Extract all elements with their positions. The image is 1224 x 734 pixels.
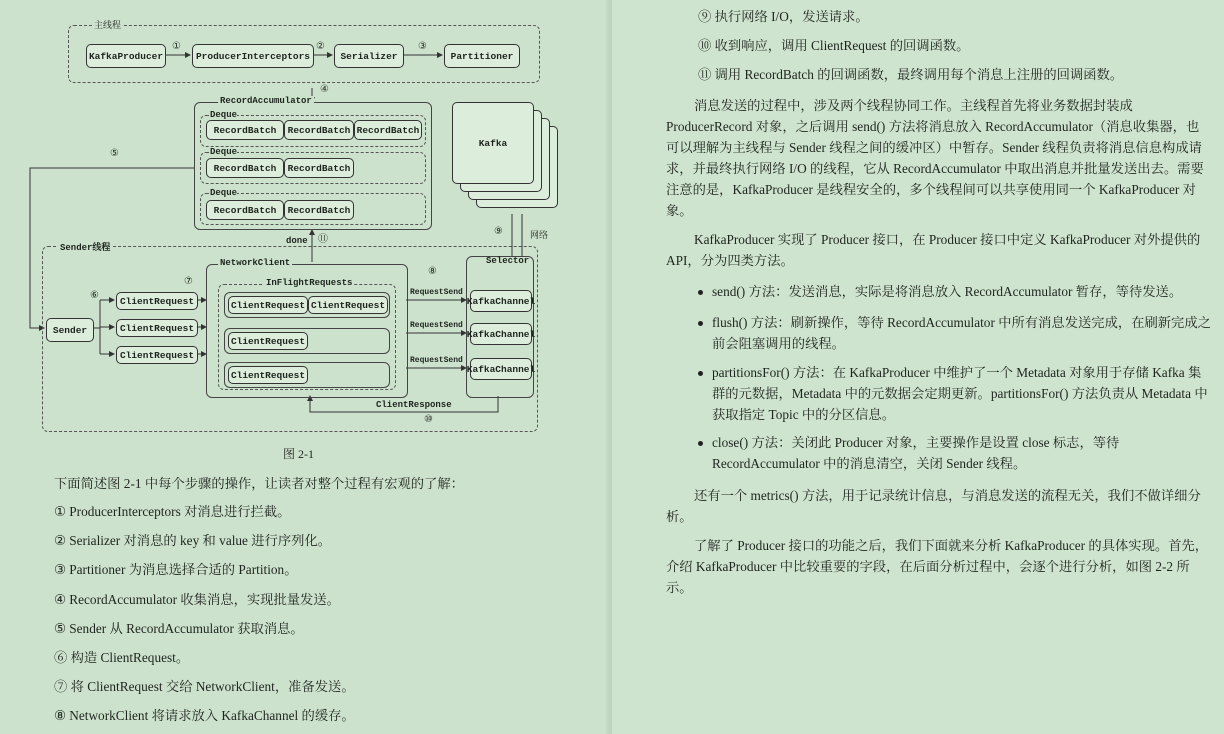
client-request: ClientRequest bbox=[116, 319, 198, 337]
step-desc: ⑪ 调用 RecordBatch 的回调函数，最终调用每个消息上注册的回调函数。 bbox=[698, 67, 1124, 82]
kafka-channel: KafkaChannel bbox=[470, 290, 532, 312]
record-batch: RecordBatch bbox=[284, 158, 354, 178]
step-desc: ⑦ 将 ClientRequest 交给 NetworkClient，准备发送。 bbox=[54, 679, 355, 694]
client-request: ClientRequest bbox=[228, 332, 308, 350]
step-desc: ⑩ 收到响应，调用 ClientRequest 的回调函数。 bbox=[698, 38, 970, 53]
step-desc: ⑥ 构造 ClientRequest。 bbox=[54, 650, 190, 665]
step-desc: ③ Partitioner 为消息选择合适的 Partition。 bbox=[54, 562, 298, 577]
step-11-marker: ⑪ bbox=[318, 234, 328, 245]
paragraph-1: 消息发送的过程中，涉及两个线程协同工作。主线程首先将业务数据封装成 ProducerRecord 对象，之后调用 send() 方法将消息放入 RecordAccumulator（消息收集器，也可以理解为主线程与 Sender 线程之间的缓冲区）中暂存。Sender 线程负责将消息信息构成请求，并最终执行网络 I/O 的线程，它从 RecordAccumulator 中取出消息并批量发送出去。需要注意的是，KafkaProducer 是线程安全的，多个线程间可以共享使用同一个 KafkaProducer 对象。 bbox=[666, 98, 1204, 218]
main-thread-label: 主线程 bbox=[94, 20, 122, 30]
client-request: ClientRequest bbox=[116, 346, 198, 364]
right-page bbox=[612, 0, 1224, 734]
step-1-marker: ① bbox=[172, 41, 181, 52]
partitioner-box: Partitioner bbox=[444, 44, 520, 68]
serializer-box: Serializer bbox=[334, 44, 404, 68]
client-response-label: ClientResponse bbox=[376, 400, 452, 410]
record-batch: RecordBatch bbox=[206, 158, 284, 178]
sender-box: Sender bbox=[46, 318, 94, 342]
bullet-dot bbox=[698, 441, 703, 446]
step-7-marker: ⑦ bbox=[184, 276, 193, 287]
request-send-label: RequestSend bbox=[410, 288, 463, 297]
kafka-channel: KafkaChannel bbox=[470, 358, 532, 380]
kafka-producer-box: KafkaProducer bbox=[86, 44, 166, 68]
deque-2-label: Deque bbox=[210, 147, 238, 157]
request-send-label: RequestSend bbox=[410, 356, 463, 365]
bullet-partitionsfor: partitionsFor() 方法：在 KafkaProducer 中维护了一个 Metadata 对象用于存储 Kafka 集群的元数据，Metadata 中的元数据会定期更新。partitionsFor() 方法负责从 Metadata 中获取指定 Topic 中的分区信息。 bbox=[712, 365, 1208, 422]
step-desc: ① ProducerInterceptors 对消息进行拦截。 bbox=[54, 504, 291, 519]
record-batch: RecordBatch bbox=[284, 120, 354, 140]
request-send-label: RequestSend bbox=[410, 321, 463, 330]
step-8-marker: ⑧ bbox=[428, 266, 437, 277]
sender-thread-label: Sender线程 bbox=[58, 240, 112, 253]
intro-text: 下面简述图 2-1 中每个步骤的操作，让读者对整个过程有宏观的了解： bbox=[54, 476, 464, 491]
step-5-marker: ⑤ bbox=[110, 148, 119, 159]
step-2-marker: ② bbox=[316, 41, 325, 52]
client-request: ClientRequest bbox=[228, 366, 308, 384]
network-client-label: NetworkClient bbox=[220, 258, 291, 268]
deque-1-label: Deque bbox=[210, 110, 238, 120]
step-desc: ⑤ Sender 从 RecordAccumulator 获取消息。 bbox=[54, 621, 304, 636]
kafka-cluster-box: Kafka bbox=[452, 102, 534, 184]
kafka-channel: KafkaChannel bbox=[470, 323, 532, 345]
step-desc: ⑨ 执行网络 I/O，发送请求。 bbox=[698, 9, 869, 24]
step-desc: ⑧ NetworkClient 将请求放入 KafkaChannel 的缓存。 bbox=[54, 708, 355, 723]
step-desc: ④ RecordAccumulator 收集消息，实现批量发送。 bbox=[54, 592, 340, 607]
deque-3-label: Deque bbox=[210, 188, 238, 198]
done-label: done bbox=[286, 236, 308, 246]
record-accumulator-label: RecordAccumulator bbox=[220, 96, 312, 106]
client-request: ClientRequest bbox=[116, 292, 198, 310]
record-batch: RecordBatch bbox=[284, 200, 354, 220]
record-batch: RecordBatch bbox=[354, 120, 422, 140]
paragraph-2: KafkaProducer 实现了 Producer 接口，在 Producer 接口中定义 KafkaProducer 对外提供的 API，分为四类方法。 bbox=[666, 232, 1201, 268]
bullet-send: send() 方法：发送消息，实际是将消息放入 RecordAccumulator 暂存，等待发送。 bbox=[712, 284, 1183, 299]
bullet-flush: flush() 方法：刷新操作，等待 RecordAccumulator 中所有消息发送完成，在刷新完成之前会阻塞调用的线程。 bbox=[712, 315, 1211, 351]
client-request: ClientRequest bbox=[228, 296, 308, 314]
step-6-marker: ⑥ bbox=[90, 290, 99, 301]
step-10-marker: ⑩ bbox=[424, 414, 433, 425]
bullet-close: close() 方法：关闭此 Producer 对象，主要操作是设置 close 标志，等待 RecordAccumulator 中的消息清空，关闭 Sender 线程。 bbox=[712, 435, 1120, 471]
bullet-dot bbox=[698, 321, 703, 326]
figure-caption: 图 2-1 bbox=[283, 447, 314, 461]
paragraph-4: 了解了 Producer 接口的功能之后，我们下面就来分析 KafkaProducer 的具体实现。首先，介绍 KafkaProducer 中比较重要的字段，在后面分析过程中，会逐个进行分析，如图 2-2 所示。 bbox=[666, 538, 1209, 595]
step-desc: ② Serializer 对消息的 key 和 value 进行序列化。 bbox=[54, 533, 332, 548]
record-batch: RecordBatch bbox=[206, 200, 284, 220]
paragraph-3: 还有一个 metrics() 方法，用于记录统计信息，与消息发送的流程无关，我们不做详细分析。 bbox=[666, 488, 1201, 524]
step-3-marker: ③ bbox=[418, 41, 427, 52]
record-batch: RecordBatch bbox=[206, 120, 284, 140]
bullet-dot bbox=[698, 371, 703, 376]
step-4-marker: ④ bbox=[320, 84, 329, 95]
network-label: 网络 bbox=[530, 230, 549, 240]
client-request: ClientRequest bbox=[308, 296, 388, 314]
producer-interceptors-box: ProducerInterceptors bbox=[192, 44, 314, 68]
step-9-marker: ⑨ bbox=[494, 226, 503, 237]
selector-label: Selector bbox=[486, 256, 530, 266]
bullet-dot bbox=[698, 290, 703, 295]
inflight-requests-label: InFlightRequests bbox=[266, 278, 353, 288]
